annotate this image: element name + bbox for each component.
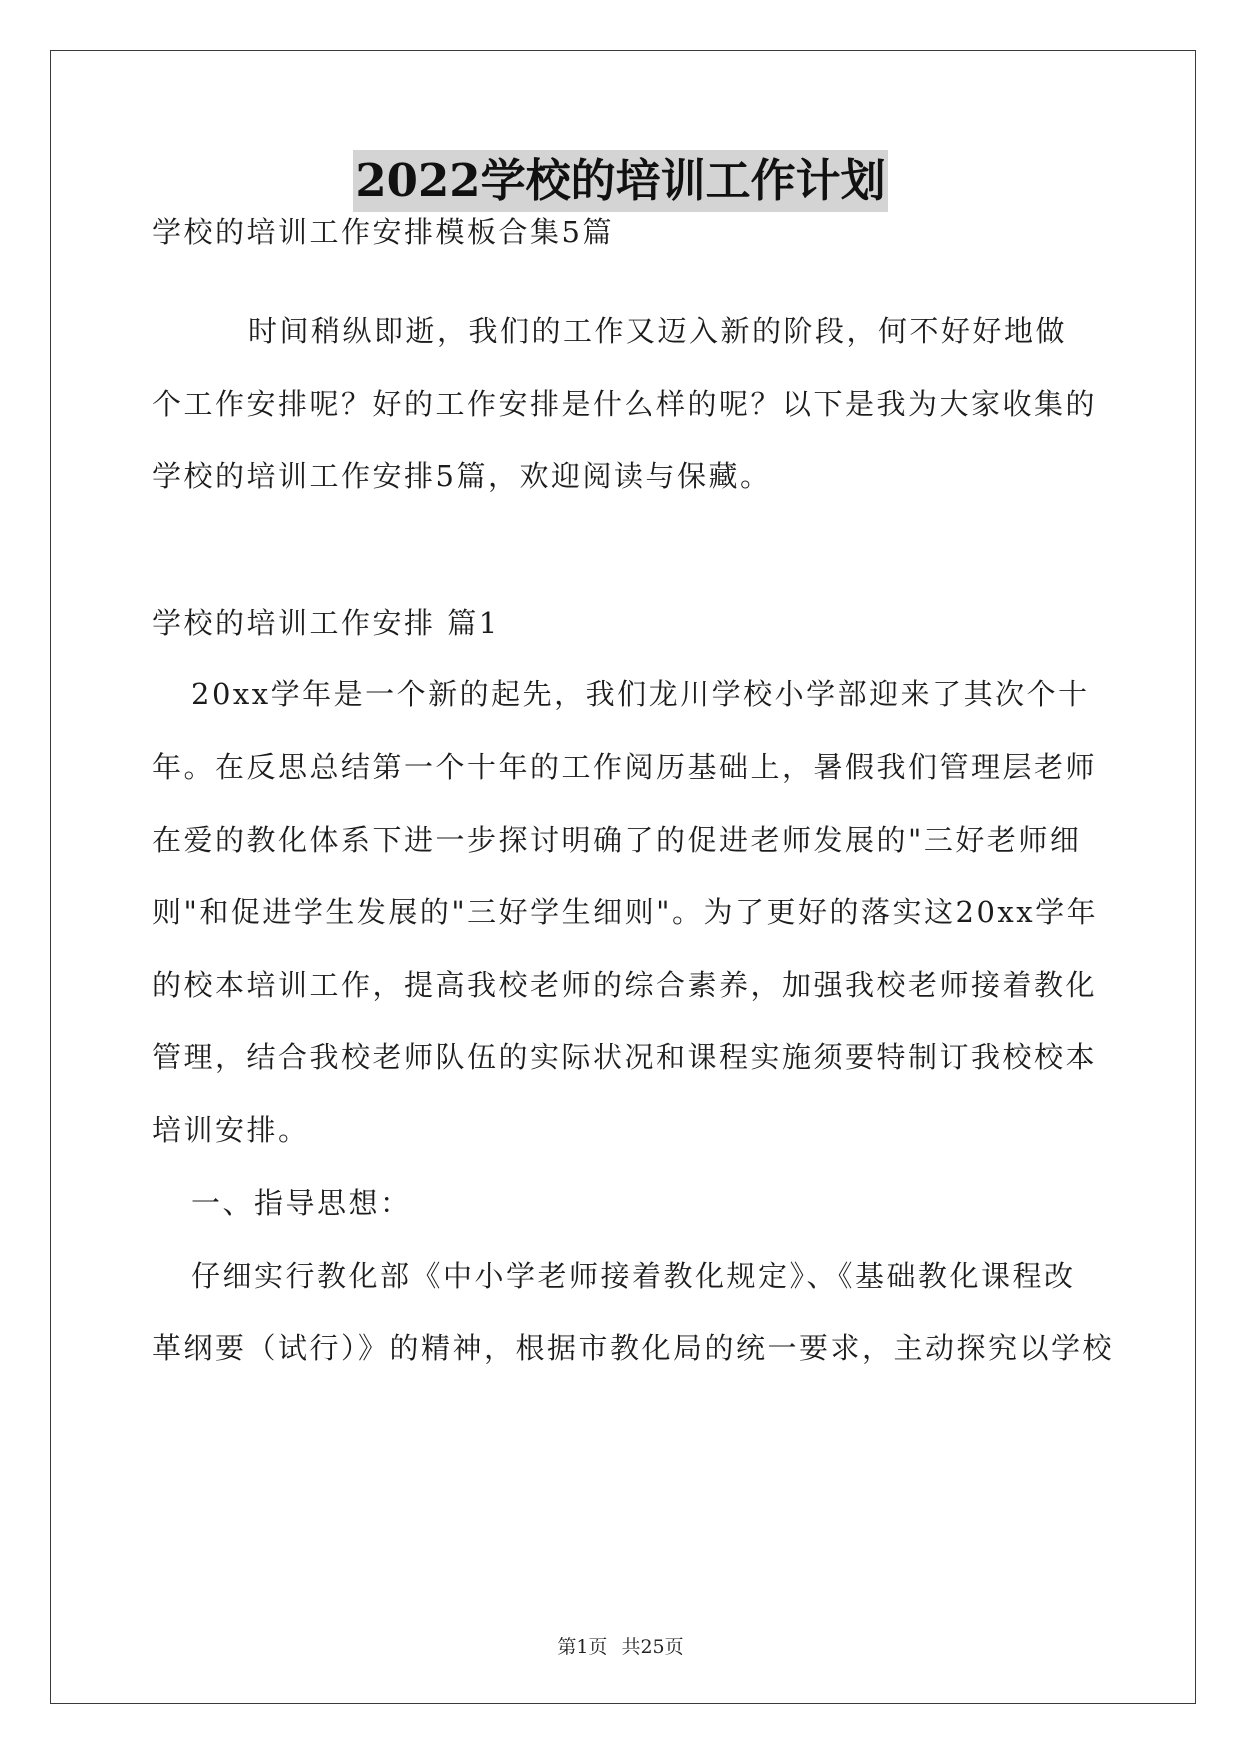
body-line-3: 在爱的教化体系下进一步探讨明确了的促进老师发展的"三好老师细 (152, 823, 1082, 857)
page-footer (0, 1632, 1241, 1659)
intro-line-2: 个工作安排呢？好的工作安排是什么样的呢？以下是我为大家收集的 (152, 387, 1098, 421)
intro-line-3: 学校的培训工作安排5篇，欢迎阅读与保藏。 (152, 459, 772, 493)
document-title: 2022学校的培训工作计划 (353, 150, 887, 212)
body-line-6: 管理，结合我校老师队伍的实际状况和课程实施须要特制订我校校本 (152, 1040, 1098, 1074)
body-line-2: 年。在反思总结第一个十年的工作阅历基础上，暑假我们管理层老师 (152, 750, 1098, 784)
guide-line-2: 革纲要（试行）》的精神，根据市教化局的统一要求，主动探究以学校 (152, 1331, 1115, 1365)
sub-heading: 一、指导思想： (191, 1186, 412, 1220)
title-container (0, 150, 1241, 212)
guide-line-1: 仔细实行教化部《中小学老师接着教化规定》、《基础教化课程改 (191, 1259, 1076, 1293)
section-heading: 学校的培训工作安排 篇1 (152, 606, 500, 640)
body-line-1: 20xx学年是一个新的起先，我们龙川学校小学部迎来了其次个十 (191, 677, 1090, 711)
document-subtitle: 学校的培训工作安排模板合集5篇 (152, 215, 614, 249)
page-border (50, 50, 1196, 1704)
body-line-7: 培训安排。 (152, 1113, 310, 1147)
body-line-5: 的校本培训工作，提高我校老师的综合素养，加强我校老师接着教化 (152, 968, 1098, 1002)
intro-line-1: 时间稍纵即逝，我们的工作又迈入新的阶段，何不好好地做 (248, 314, 1068, 348)
page-number: 第1页 (557, 1636, 608, 1658)
body-line-4: 则"和促进学生发展的"三好学生细则"。为了更好的落实这20xx学年 (152, 895, 1099, 929)
page-total: 共25页 (621, 1636, 684, 1658)
